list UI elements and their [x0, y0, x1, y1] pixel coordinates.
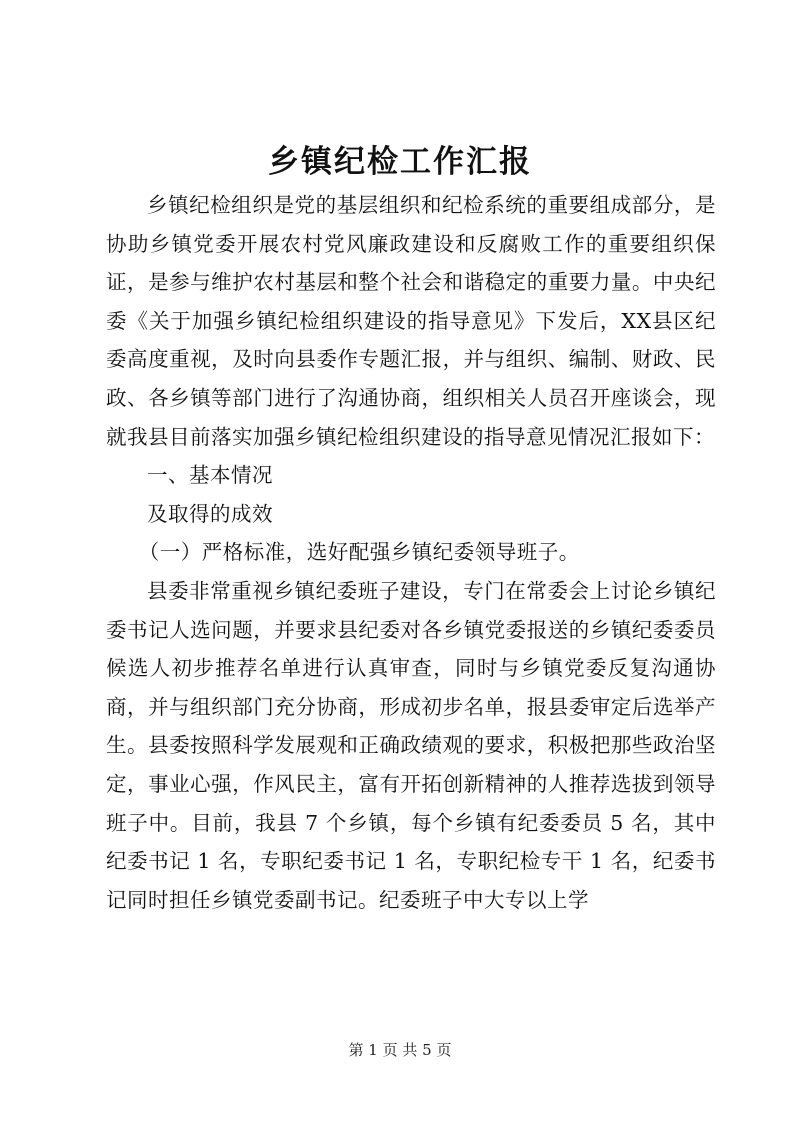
document-body — [106, 186, 716, 919]
section-heading-continued: 及取得的成效 — [147, 501, 273, 526]
page-number-label: 第 1 页 共 5 页 — [348, 1041, 452, 1059]
section-heading: 一、基本情况 — [147, 463, 273, 488]
subsection-heading: （一）严格标准，选好配强乡镇纪委领导班子。 — [138, 540, 580, 565]
document-title: 乡镇纪检工作汇报 — [268, 144, 532, 180]
paragraph-body: 县委非常重视乡镇纪委班子建设，专门在常委会上讨论乡镇纪委书记人选问题，并要求县纪委对各乡镇党委报送的乡镇纪委委员候选人初步推荐名单进行认真审查，同时与乡镇党委反复沟通协商，并与组织部门充分协商，形成初步名单，报县委审定后选举产生。县委按照科学发展观和正确政绩观的要求，积极把那些政治坚定，事业心强，作风民主，富有开拓创新精神的人推荐选拔到领导班子中。目前，我县 7 个乡镇，每个乡镇有纪委委员 5 名，其中纪委书记 1 名，专职纪委书记 1 名，专职纪检专干 1 名，纪委书记同时担任乡镇党委副书记。纪委班子中大专以上学 — [106, 578, 716, 912]
page-footer — [0, 1040, 800, 1060]
paragraph-intro: 乡镇纪检组织是党的基层组织和纪检系统的重要组成部分，是协助乡镇党委开展农村党风廉政建设和反腐败工作的重要组织保证，是参与维护农村基层和整个社会和谐稳定的重要力量。中央纪委《关于加强乡镇纪检组织建设的指导意见》下发后，XX县区纪委高度重视，及时向县委作专题汇报，并与组织、编制、财政、民政、各乡镇等部门进行了沟通协商，组织相关人员召开座谈会，现就我县目前落实加强乡镇纪检组织建设的指导意见情况汇报如下： — [106, 193, 716, 449]
